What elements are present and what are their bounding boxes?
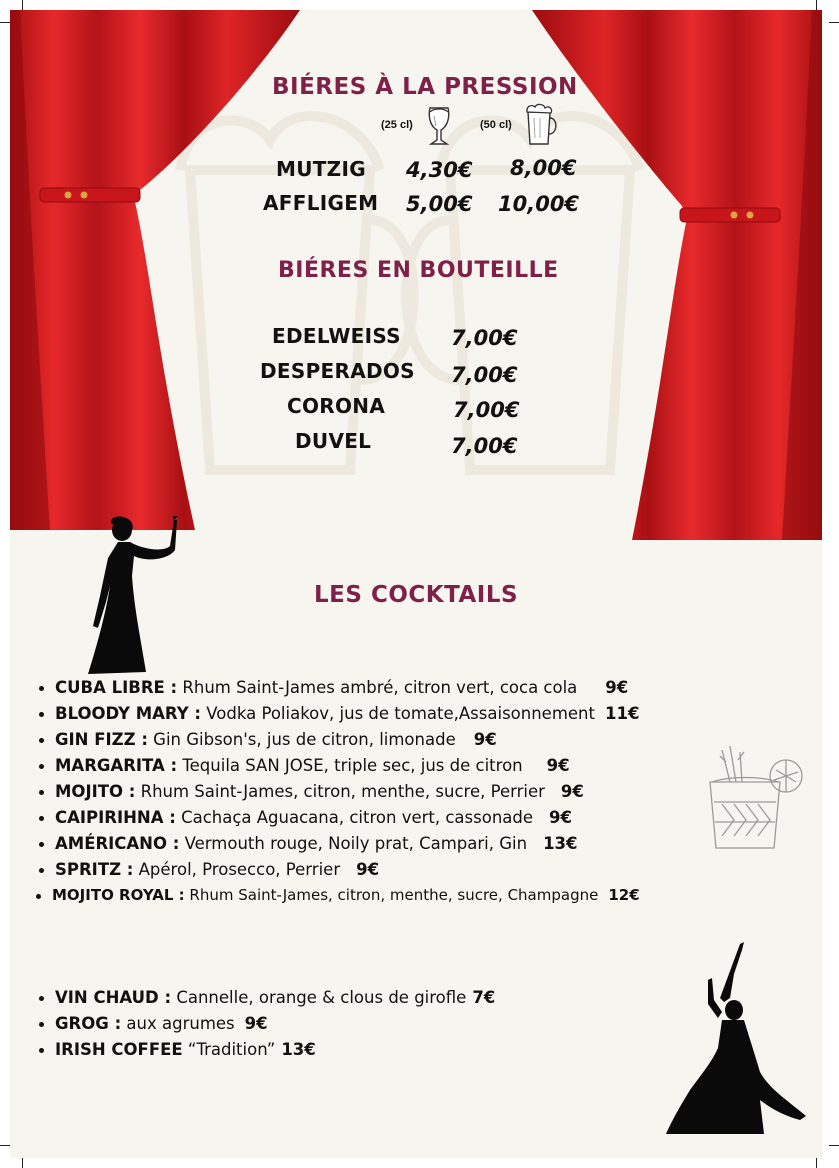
cocktail-description: Gin Gibson's, jus de citron, limonade <box>147 730 456 749</box>
cocktail-item <box>55 730 497 749</box>
cocktail-description: Apérol, Prosecco, Perrier <box>133 860 341 879</box>
hot-drink-price: 13€ <box>281 1040 316 1059</box>
draft-beer-name: AFFLIGEM <box>263 191 379 215</box>
cocktail-price: 13€ <box>543 834 578 853</box>
crop-mark <box>22 1158 23 1168</box>
size-large-label: (50 cl) <box>480 119 512 131</box>
hot-drink-name: IRISH COFFEE <box>55 1040 183 1059</box>
hot-drink-item <box>55 988 495 1007</box>
cocktail-name: CUBA LIBRE : <box>55 678 178 697</box>
cocktail-price: 9€ <box>549 808 572 827</box>
bottled-beer-price: 7,00€ <box>451 434 518 458</box>
cocktail-price: 11€ <box>604 704 640 723</box>
bottled-beer-name: CORONA <box>287 394 386 418</box>
hot-drink-item <box>55 1040 316 1059</box>
hot-drink-price: 7€ <box>472 988 496 1007</box>
dancer-silhouette-icon <box>74 516 184 678</box>
hot-drink-item <box>55 1014 268 1033</box>
hot-drink-description: Cannelle, orange & clous de girofle <box>171 988 467 1007</box>
crop-mark <box>816 1158 817 1168</box>
crop-mark <box>0 22 10 23</box>
draft-beer-price-large: 10,00€ <box>498 192 580 216</box>
draft-beer-price-large: 8,00€ <box>510 156 577 180</box>
cocktail-price: 9€ <box>605 678 629 697</box>
draft-beer-name: MUTZIG <box>276 157 366 181</box>
crop-mark <box>829 22 839 23</box>
curtain-left-icon <box>10 10 310 530</box>
hot-drink-price: 9€ <box>244 1014 268 1033</box>
beer-glass-icon <box>426 104 452 148</box>
crop-mark <box>829 1145 839 1146</box>
cocktail-description: Rhum Saint-James, citron, menthe, sucre, Champagne <box>184 886 599 904</box>
cocktail-name: CAIPIRIHNA : <box>55 808 176 827</box>
cocktail-description: Rhum Saint-James ambré, citron vert, coca cola <box>177 678 578 697</box>
crop-mark <box>816 0 817 10</box>
menu-page <box>10 10 822 1158</box>
draft-beer-price-small: 5,00€ <box>406 192 473 216</box>
cocktail-description: Vermouth rouge, Noily prat, Campari, Gin <box>179 834 528 853</box>
cocktail-name: MOJITO ROYAL : <box>52 886 185 904</box>
bottled-beer-price: 7,00€ <box>453 398 520 422</box>
bottled-beer-price: 7,00€ <box>451 326 518 350</box>
size-small-label: (25 cl) <box>381 119 413 131</box>
bottled-beer-price: 7,00€ <box>451 363 518 387</box>
cocktail-item <box>52 886 640 904</box>
cocktail-name: MOJITO : <box>55 782 136 801</box>
cocktail-item <box>55 808 572 827</box>
draft-beer-price-small: 4,30€ <box>406 158 473 182</box>
cocktail-description: Rhum Saint-James, citron, menthe, sucre, Perrier <box>135 782 545 801</box>
cocktail-item <box>55 782 584 801</box>
cocktail-price: 12€ <box>608 886 640 904</box>
cocktail-price: 9€ <box>356 860 380 879</box>
beer-mug-icon <box>524 102 560 148</box>
cocktail-description: Vodka Poliakov, jus de tomate,Assaisonnement <box>201 704 595 723</box>
crop-mark <box>0 1145 10 1146</box>
cocktail-name: MARGARITA : <box>55 756 178 775</box>
bottled-beer-name: DESPERADOS <box>260 359 415 383</box>
cocktail-item <box>55 834 578 853</box>
cocktail-item <box>55 704 639 723</box>
cocktail-item <box>55 756 570 775</box>
bottled-beer-name: EDELWEISS <box>272 324 401 348</box>
cocktail-price: 9€ <box>546 756 570 775</box>
cocktail-name: GIN FIZZ : <box>55 730 148 749</box>
cocktail-item <box>55 678 628 697</box>
hot-drink-name: VIN CHAUD : <box>55 988 172 1007</box>
crop-mark <box>22 0 23 10</box>
hot-drink-name: GROG : <box>55 1014 122 1033</box>
cocktail-glass-icon <box>700 742 806 854</box>
cocktail-price: 9€ <box>473 730 497 749</box>
cocktail-description: Cachaça Aguacana, citron vert, cassonade <box>175 808 534 827</box>
cocktail-price: 9€ <box>560 782 584 801</box>
cocktail-name: AMÉRICANO : <box>55 834 180 853</box>
dancer-silhouette-icon <box>660 940 810 1136</box>
bottled-beer-name: DUVEL <box>295 429 372 453</box>
cocktail-name: SPRITZ : <box>55 860 134 879</box>
hot-drink-description: aux agrumes <box>121 1014 235 1033</box>
cocktail-item <box>55 860 379 879</box>
cocktail-description: Tequila SAN JOSE, triple sec, jus de citron <box>177 756 523 775</box>
cocktail-name: BLOODY MARY : <box>55 704 202 723</box>
hot-drink-description: “Tradition” <box>182 1040 276 1059</box>
draft-beers-title: BIÉRES À LA PRESSION <box>272 74 578 100</box>
cocktails-title: LES COCKTAILS <box>314 582 519 608</box>
bottled-beers-title: BIÉRES EN BOUTEILLE <box>278 258 559 283</box>
